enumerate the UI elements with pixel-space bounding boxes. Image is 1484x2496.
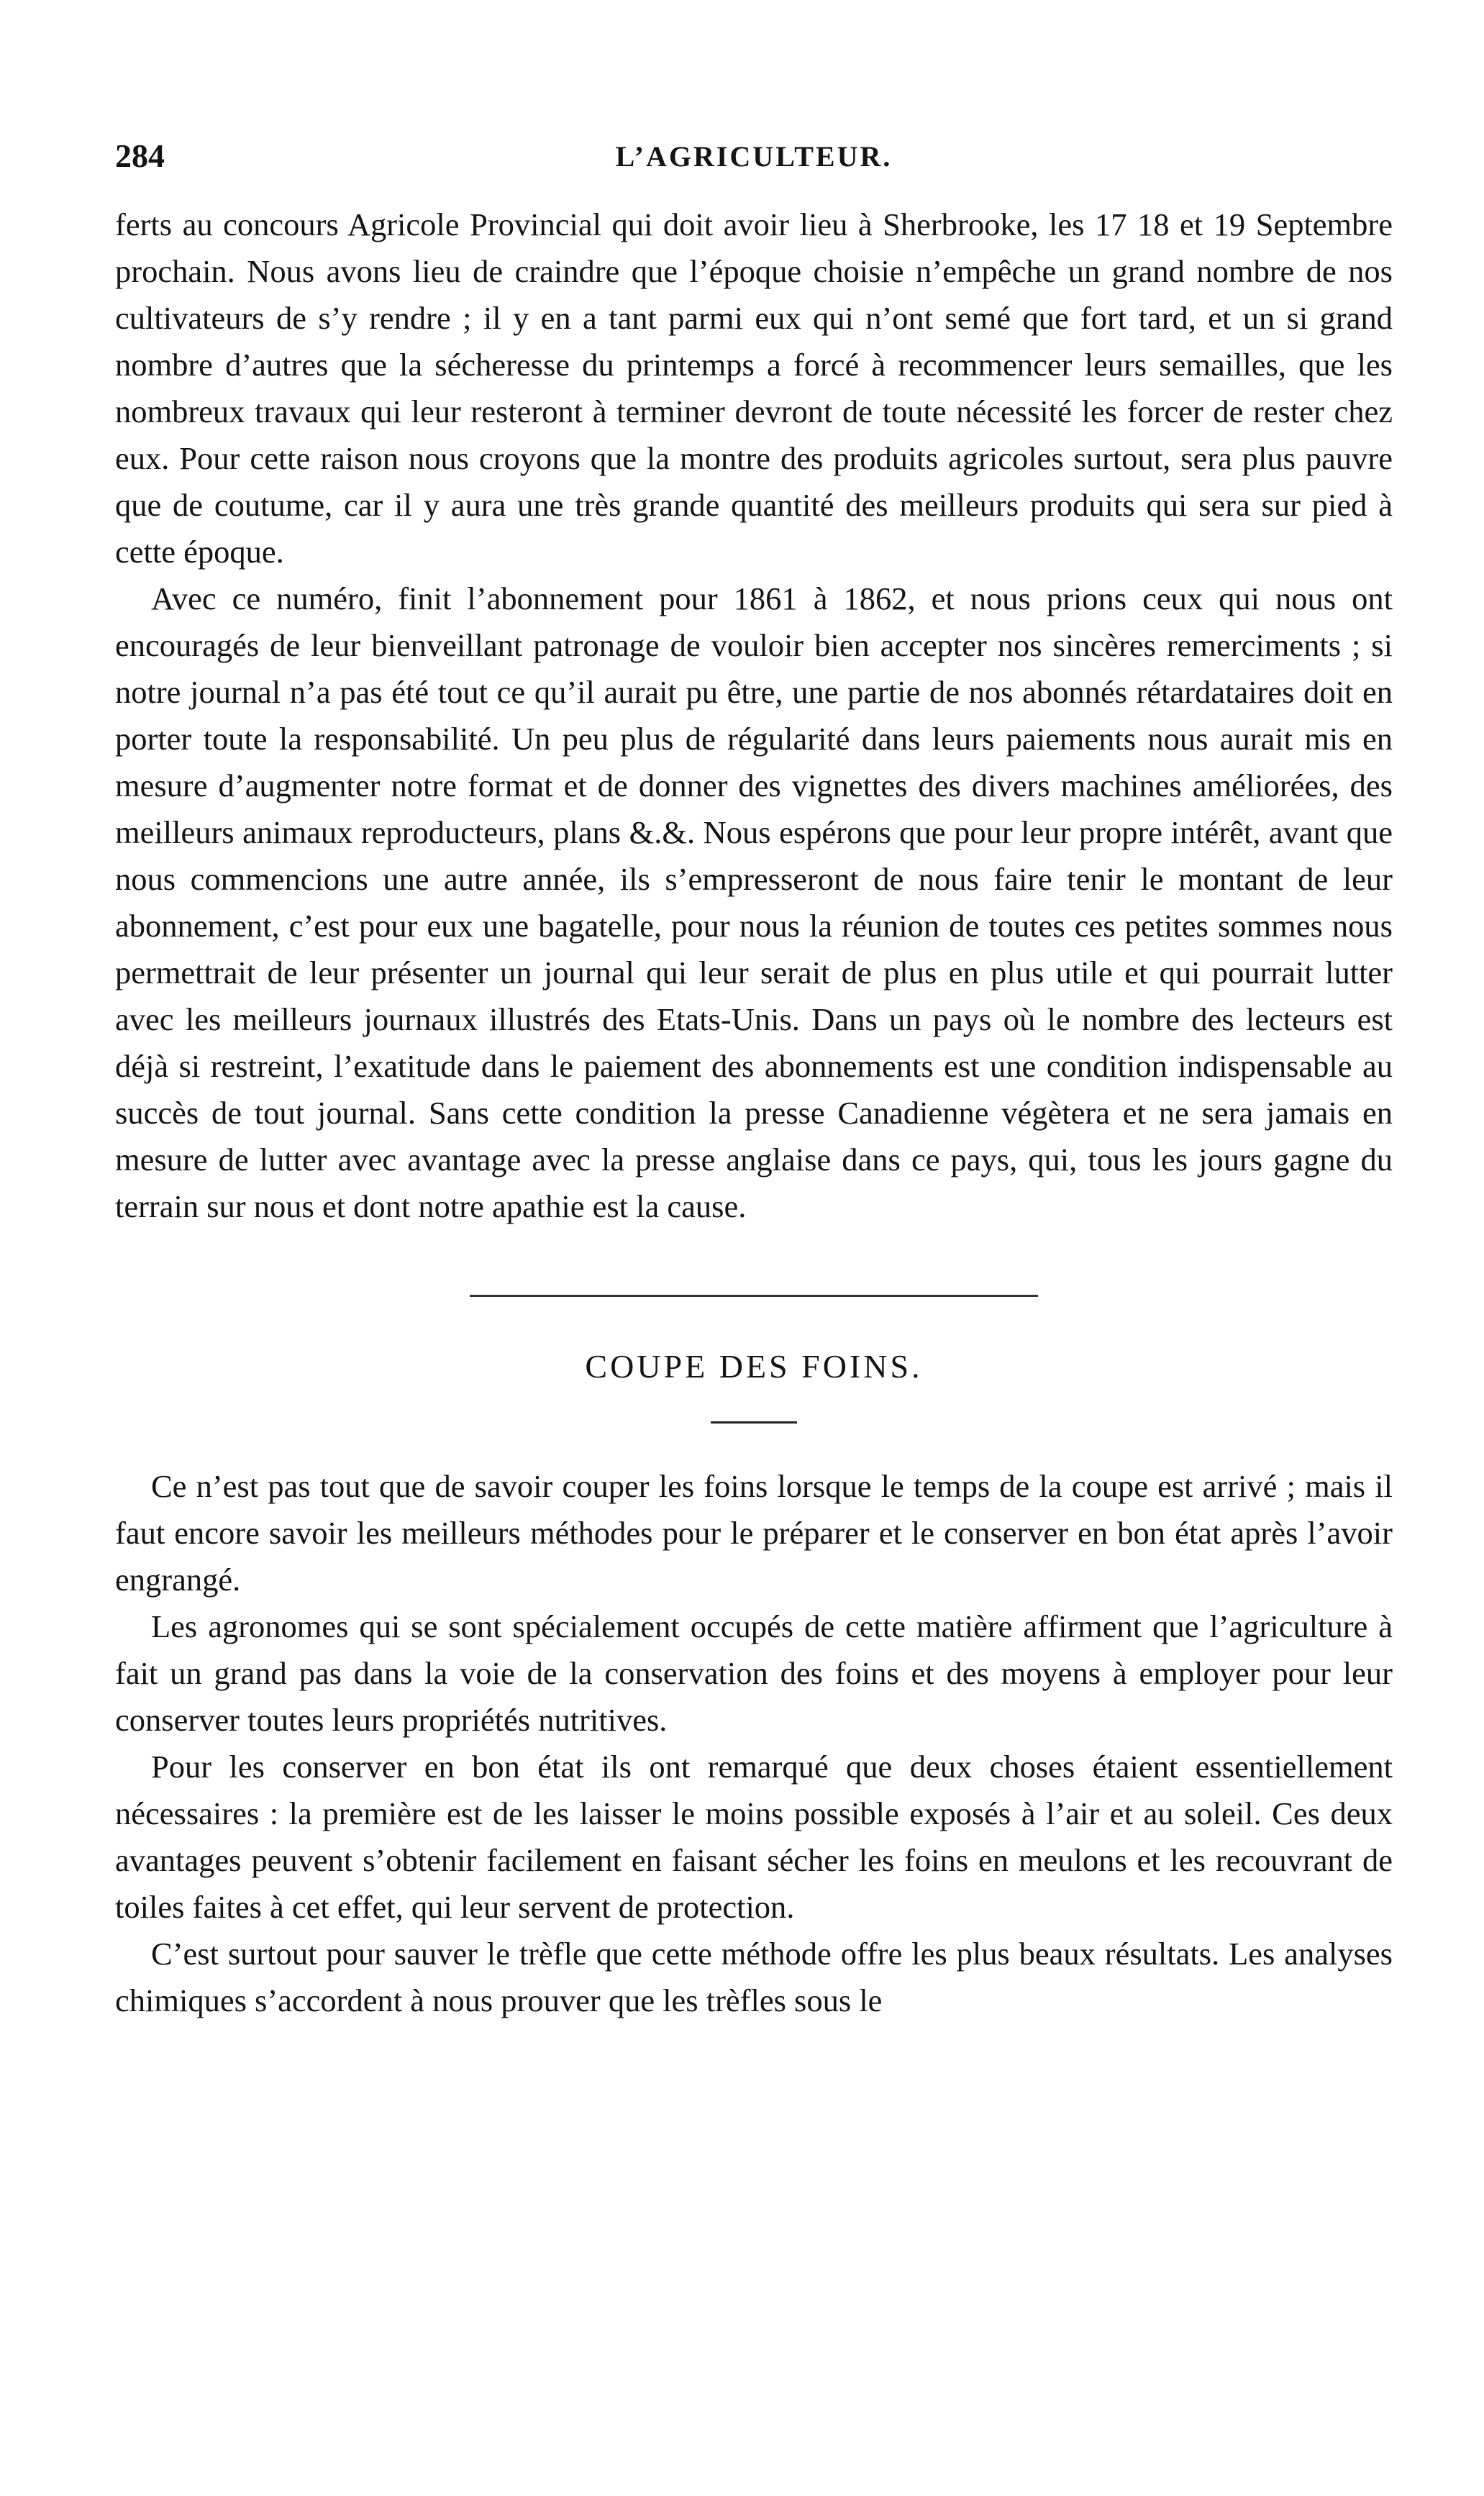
section-paragraph-3: Pour les conserver en bon état ils ont remarqué que deux choses étaient essentiellement nécessaires : la première est de les laisser le moins possible exposés à l’air et au soleil. Ces deux avantages peuvent s’obtenir facilement en faisant sécher les foins en meulons et les recouvrant de toiles faites à cet effet, qui leur servent de protection. <box>115 1749 1393 1925</box>
book-page <box>115 137 1393 2024</box>
title-underline-rule <box>711 1421 797 1424</box>
paragraph-continuation: ferts au concours Agricole Provincial qui doit avoir lieu à Sherbrooke, les 17 18 et 19 Septembre prochain. Nous avons lieu de craindre que l’époque choisie n’empêche un grand nombre de nos cultivateurs de s’y rendre ; il y en a tant parmi eux qui n’ont semé que fort tard, et un si grand nombre d’autres que la sécheresse du printemps a forcé à recommencer leurs semailles, que les nombreux travaux qui leur resteront à terminer devront de toute nécessité les forcer de rester chez eux. Pour cette raison nous croyons que la montre des produits agricoles surtout, sera plus pauvre que de coutume, car il y aura une très grande quantité des meilleurs produits qui sera sur pied à cette époque. <box>115 206 1393 570</box>
section-paragraph-2: Les agronomes qui se sont spécialement occupés de cette matière affirment que l’agriculture à fait un grand pas dans la voie de la conservation des foins et des moyens à employer pour leur conserver toutes leurs propriétés nutritives. <box>115 1608 1393 1738</box>
running-title: L’AGRICULTEUR. <box>615 140 893 173</box>
section-divider <box>470 1295 1038 1297</box>
page-header <box>115 137 1393 201</box>
paragraph-subscription-notice: Avec ce numéro, finit l’abonnement pour 1861 à 1862, et nous prions ceux qui nous ont encouragés de leur bienveillant patronage de vouloir bien accepter nos sincères remerciments ; si notre journal n’a pas été tout ce qu’il aurait pu être, une partie de nos abonnés rétardataires doit en porter toute la responsabilité. Un peu plus de régularité dans leurs paiements nous aurait mis en mesure d’augmenter notre format et de donner des vignettes des divers machines améliorées, des meilleurs animaux reproducteurs, plans &.&. Nous espérons que pour leur propre intérêt, avant que nous commencions une autre année, ils s’empresseront de nous faire tenir le montant de leur abonnement, c’est pour eux une bagatelle, pour nous la réunion de toutes ces petites sommes nous permettrait de leur présenter un journal qui leur serait de plus en plus utile et qui pourrait lutter avec les meilleurs journaux illustrés des Etats-Unis. Dans un pays où le nombre des lecteurs est déjà si restreint, l’exatitude dans le paiement des abonnements est une condition indispensable au succès de tout journal. Sans cette condition la presse Canadienne végètera et ne sera jamais en mesure de lutter avec avantage avec la presse anglaise dans ce pays, qui, tous les jours gagne du terrain sur nous et dont notre apathie est la cause. <box>115 580 1393 1224</box>
page-number: 284 <box>115 137 165 174</box>
section-paragraph-4: C’est surtout pour sauver le trèfle que cette méthode offre les plus beaux résultats. Les analyses chimiques s’accordent à nous prouver que les trèfles sous le <box>115 1936 1393 2018</box>
section-paragraph-1: Ce n’est pas tout que de savoir couper les foins lorsque le temps de la coupe est arrivé ; mais il faut encore savoir les meilleurs méthodes pour le préparer et le conserver en bon état après l’avoir engrangé. <box>115 1468 1393 1598</box>
section-title: COUPE DES FOINS. <box>585 1348 923 1385</box>
